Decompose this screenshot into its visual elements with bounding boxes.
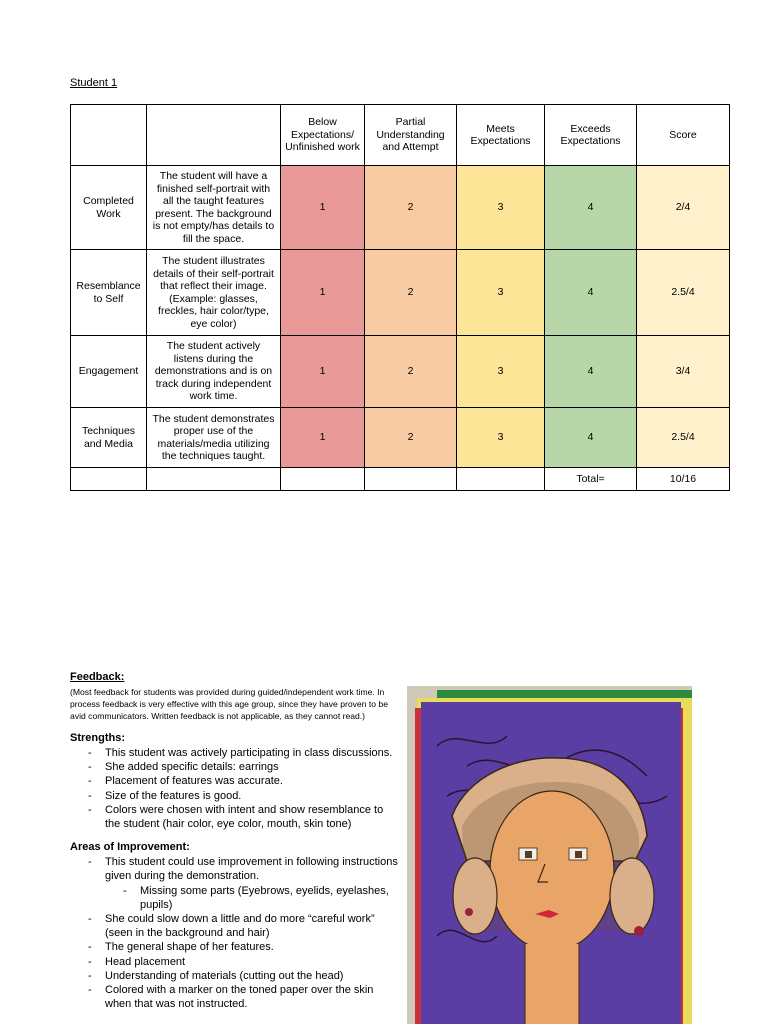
total-label: Total= xyxy=(545,468,637,491)
total-value: 10/16 xyxy=(637,468,730,491)
level-2-cell: 2 xyxy=(365,166,457,250)
level-2-cell: 2 xyxy=(365,250,457,336)
empty-cell xyxy=(147,468,281,491)
strengths-list xyxy=(70,746,400,831)
description-cell: The student illustrates details of their self-portrait that reflect their image. (Example: glasses, freckles, hair color/type, eye color) xyxy=(147,250,281,336)
criterion-cell: Completed Work xyxy=(71,166,147,250)
rubric-header-row xyxy=(71,105,730,166)
student-title: Student 1 xyxy=(70,77,118,89)
feedback-title: Feedback: xyxy=(70,671,125,683)
header-cell xyxy=(147,105,281,166)
criterion-cell: Resemblance to Self xyxy=(71,250,147,336)
level-4-cell: 4 xyxy=(545,250,637,336)
level-2-cell: 2 xyxy=(365,408,457,468)
improvement-list xyxy=(70,855,400,1011)
level-1-cell: 1 xyxy=(281,408,365,468)
list-subitem: - Missing some parts (Eyebrows, eyelids, eyelashes, pupils) xyxy=(70,884,400,912)
level-1-cell: 1 xyxy=(281,250,365,336)
rubric-row-resemblance xyxy=(71,250,730,336)
list-item: - Colored with a marker on the toned paper over the skin when that was not instructed. xyxy=(70,983,400,1011)
list-item: - This student could use improvement in following instructions given during the demonstration. xyxy=(70,855,400,883)
level-3-cell: 3 xyxy=(457,408,545,468)
student-artwork-photo xyxy=(407,686,692,1024)
rubric-row-completed-work xyxy=(71,166,730,250)
header-exceeds: Exceeds Expectations xyxy=(545,105,637,166)
list-item: - Colors were chosen with intent and show resemblance to the student (hair color, eye color, mouth, skin tone) xyxy=(70,803,400,831)
score-cell: 2.5/4 xyxy=(637,250,730,336)
list-item: - Understanding of materials (cutting out the head) xyxy=(70,969,400,983)
list-item: - Placement of features was accurate. xyxy=(70,774,400,788)
score-cell: 2.5/4 xyxy=(637,408,730,468)
header-meets: Meets Expectations xyxy=(457,105,545,166)
empty-cell xyxy=(457,468,545,491)
score-cell: 3/4 xyxy=(637,336,730,408)
description-cell: The student actively listens during the demonstrations and is on track during independent work time. xyxy=(147,336,281,408)
improvement-heading: Areas of Improvement: xyxy=(70,841,190,854)
level-2-cell: 2 xyxy=(365,336,457,408)
level-3-cell: 3 xyxy=(457,250,545,336)
rubric-row-techniques xyxy=(71,408,730,468)
level-3-cell: 3 xyxy=(457,166,545,250)
header-partial: Partial Understanding and Attempt xyxy=(365,105,457,166)
description-cell: The student demonstrates proper use of the materials/media utilizing the techniques taught. xyxy=(147,408,281,468)
rubric-table xyxy=(70,104,730,491)
list-item: - She could slow down a little and do more “careful work” (seen in the background and hair) xyxy=(70,912,400,940)
rubric-total-row xyxy=(71,468,730,491)
level-4-cell: 4 xyxy=(545,408,637,468)
level-4-cell: 4 xyxy=(545,336,637,408)
level-3-cell: 3 xyxy=(457,336,545,408)
level-4-cell: 4 xyxy=(545,166,637,250)
feedback-section xyxy=(70,671,400,1011)
header-below: Below Expectations/ Unfinished work xyxy=(281,105,365,166)
list-item: - Head placement xyxy=(70,955,400,969)
criterion-cell: Engagement xyxy=(71,336,147,408)
level-1-cell: 1 xyxy=(281,166,365,250)
empty-cell xyxy=(281,468,365,491)
header-score: Score xyxy=(637,105,730,166)
description-cell: The student will have a finished self-portrait with all the taught features present. The background is not empty/has details to fill the space. xyxy=(147,166,281,250)
empty-cell xyxy=(365,468,457,491)
list-item: - She added specific details: earrings xyxy=(70,760,400,774)
criterion-cell: Techniques and Media xyxy=(71,408,147,468)
level-1-cell: 1 xyxy=(281,336,365,408)
feedback-note: (Most feedback for students was provided during guided/independent work time. In process feedback is very effective with this age group, since they have proven to be avid communicators. Written feedback is not applicable, as they cannot read.) xyxy=(70,687,388,721)
rubric-row-engagement xyxy=(71,336,730,408)
list-item: - Size of the features is good. xyxy=(70,789,400,803)
score-cell: 2/4 xyxy=(637,166,730,250)
list-item: - This student was actively participating in class discussions. xyxy=(70,746,400,760)
empty-cell xyxy=(71,468,147,491)
strengths-heading: Strengths: xyxy=(70,732,125,744)
list-item: - The general shape of her features. xyxy=(70,940,400,954)
header-cell xyxy=(71,105,147,166)
